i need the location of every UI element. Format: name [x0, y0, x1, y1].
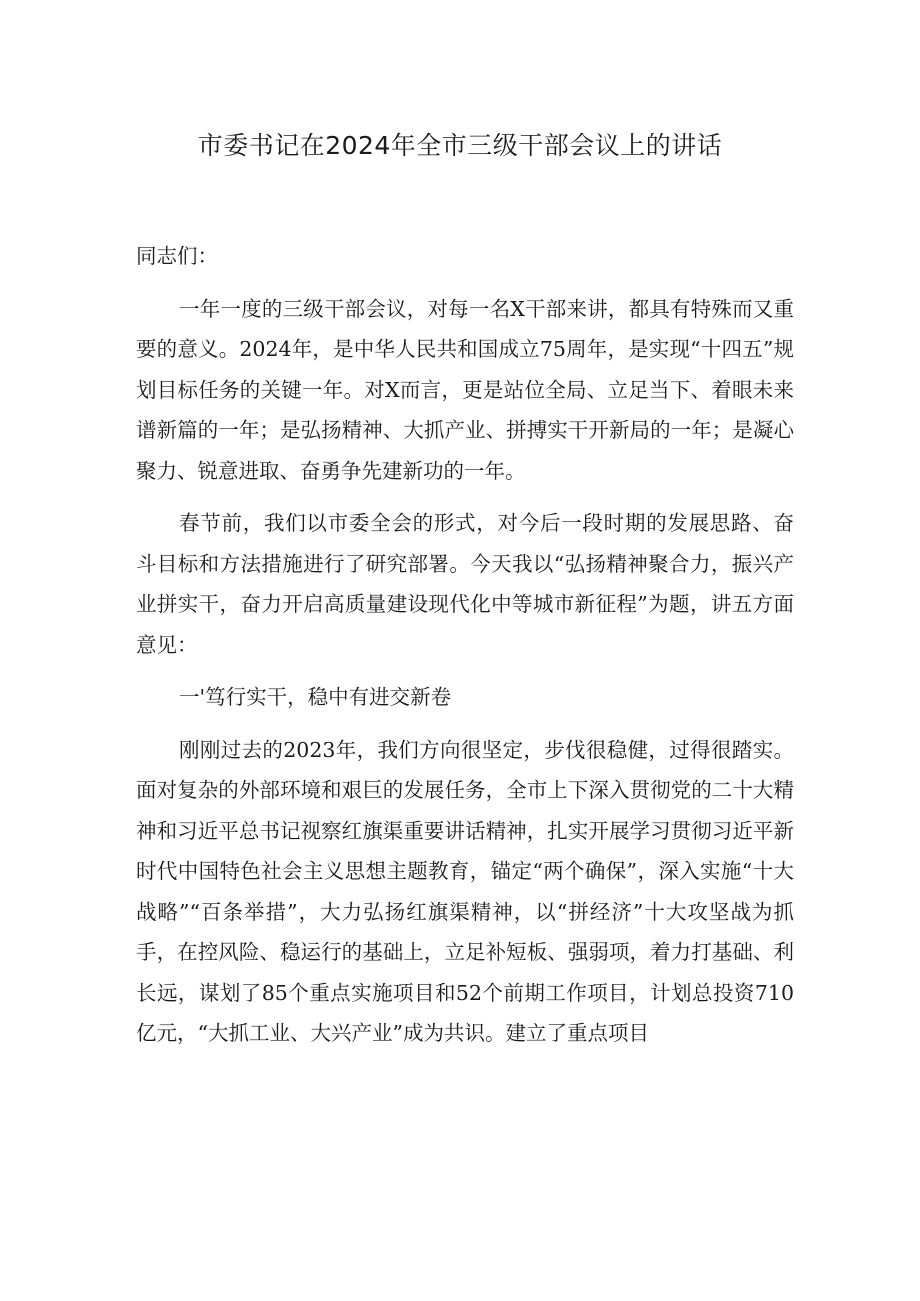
paragraph-intro: 一年一度的三级干部会议，对每一名X干部来讲，都具有特殊而又重要的意义。2024年，是中华人民共和国成立75周年，是实现“十四五”规划目标任务的关键一年。对X而言，更是站位全局、立足当下、着眼未来谱新篇的一年；是弘扬精神、大抓产业、拼搏实干开新局的一年；是凝心聚力、锐意进取、奋勇争先建新功的一年。	[136, 296, 794, 483]
paragraph-topic: 春节前，我们以市委全会的形式，对今后一段时期的发展思路、奋斗目标和方法措施进行了研究部署。今天我以“弘扬精神聚合力，振兴产业拼实干，奋力开启高质量建设现代化中等城市新征程”为题，讲五方面意见：	[136, 511, 794, 657]
spacer	[136, 277, 794, 289]
salutation: 同志们：	[136, 244, 218, 268]
spacer	[136, 491, 794, 503]
paragraph-review: 刚刚过去的2023年，我们方向很坚定，步伐很稳健，过得很踏实。面对复杂的外部环境和艰巨的发展任务，全市上下深入贯彻党的二十大精神和习近平总书记视察红旗渠重要讲话精神，扎实开展学习贯彻习近平新时代中国特色社会主义思想主题教育，锚定“两个确保”，深入实施“十大战略”“百条举措”，大力弘扬红旗渠精神，以“拼经济”十大攻坚战为抓手，在控风险、稳运行的基础上，立足补短板、强弱项，着力打基础、利长远，谋划了85个重点实施项目和52个前期工作项目，计划总投资710亿元，“大抓工业、大兴产业”成为共识。建立了重点项目	[136, 737, 794, 1045]
document-body	[136, 236, 794, 1054]
section-heading: 一'笃行实干，稳中有进交新卷	[179, 685, 452, 709]
document-title: 市委书记在2024年全市三级干部会议上的讲话	[197, 131, 723, 160]
spacer	[136, 665, 794, 677]
spacer	[136, 718, 794, 730]
